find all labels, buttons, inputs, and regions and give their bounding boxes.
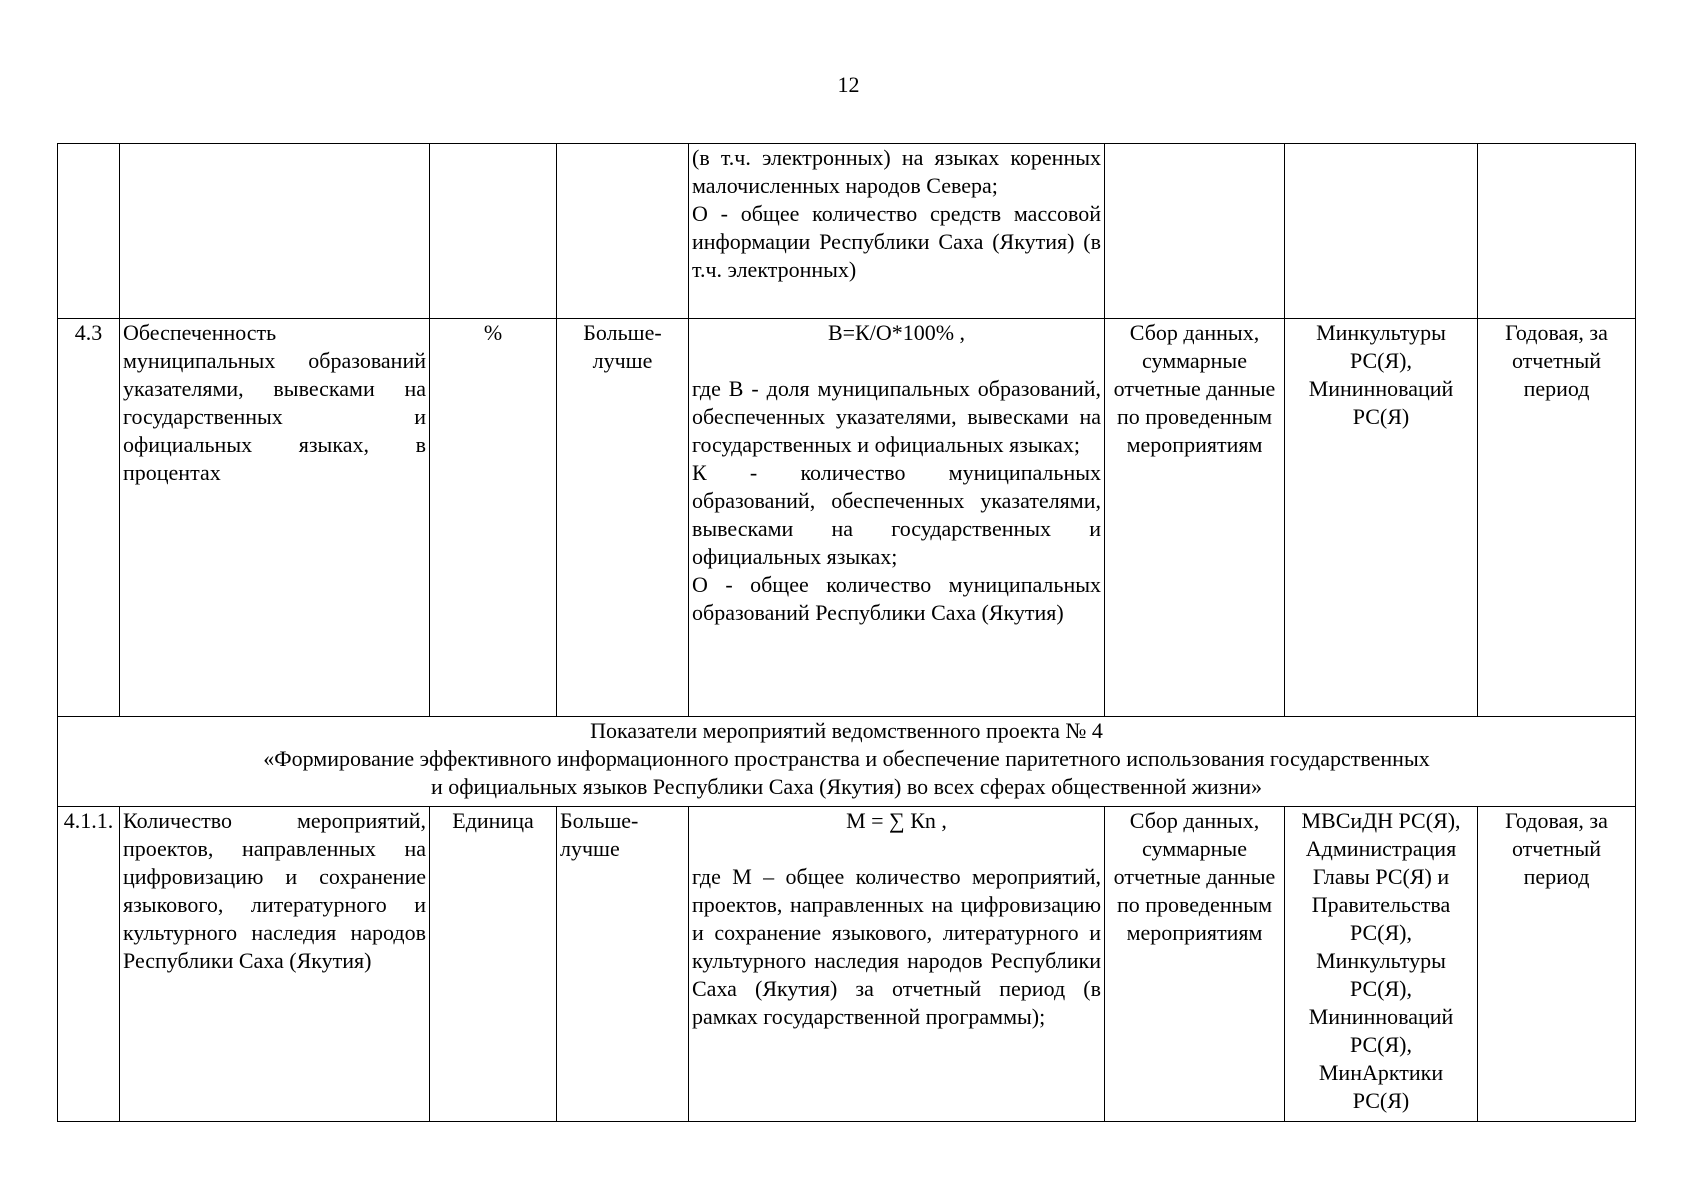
section-header-row	[58, 717, 1636, 807]
page-number: 12	[837, 72, 860, 97]
cell-formula	[689, 807, 1105, 1122]
cell-period	[1478, 144, 1636, 319]
table-row-4-3	[58, 319, 1636, 717]
cell-unit: %	[430, 319, 557, 717]
cell-name: Обеспеченность муниципальных образований указателями, вывесками на государственных и официальных языках, в процентах	[120, 319, 430, 717]
cell-direction	[557, 144, 689, 319]
cell-method: Сбор данных, суммарные отчетные данные по проведенным мероприятиям	[1105, 807, 1285, 1122]
cell-responsible: МВСиДН РС(Я), Администрация Главы РС(Я) и Правительства РС(Я), Минкультуры РС(Я), Мининноваций РС(Я), МинАрктики РС(Я)	[1285, 807, 1478, 1122]
formula-line: О - общее количество муниципальных образований Республики Саха (Якутия)	[692, 572, 1101, 625]
formula-line: К - количество муниципальных образований, обеспеченных указателями, вывесками на государственных и официальных языках;	[692, 460, 1101, 569]
cell-period: Годовая, за отчетный период	[1478, 807, 1636, 1122]
table-row-4-1-1	[58, 807, 1636, 1122]
cell-formula	[689, 144, 1105, 319]
indicators-table	[57, 143, 1636, 1122]
cell-responsible: Минкультуры РС(Я), Мининноваций РС(Я)	[1285, 319, 1478, 717]
section-header	[58, 717, 1636, 807]
cell-name	[120, 144, 430, 319]
formula-line: где В - доля муниципальных образований, обеспеченных указателями, вывесками на государственных и официальных языках;	[692, 376, 1101, 457]
cell-num: 4.3	[58, 319, 120, 717]
section-header-line: Показатели мероприятий ведомственного проекта № 4	[590, 718, 1103, 743]
cell-direction: Больше-лучше	[557, 319, 689, 717]
section-header-line: и официальных языков Республики Саха (Якутия) во всех сферах общественной жизни»	[430, 774, 1263, 799]
table-row-continuation	[58, 144, 1636, 319]
section-header-line: «Формирование эффективного информационного пространства и обеспечение паритетного использования государственных	[263, 746, 1430, 771]
formula-expression: М = ∑ Кn ,	[846, 808, 947, 833]
cell-period: Годовая, за отчетный период	[1478, 319, 1636, 717]
cell-unit: Единица	[430, 807, 557, 1122]
cell-method: Сбор данных, суммарные отчетные данные по проведенным мероприятиям	[1105, 319, 1285, 717]
cell-unit	[430, 144, 557, 319]
formula-line: (в т.ч. электронных) на языках коренных малочисленных народов Севера;	[692, 145, 1101, 198]
cell-num	[58, 144, 120, 319]
cell-method	[1105, 144, 1285, 319]
cell-formula	[689, 319, 1105, 717]
formula-line: где М – общее количество мероприятий, проектов, направленных на цифровизацию и сохранение языкового, литературного и культурного наследия народов Республики Саха (Якутия) за отчетный период (в рамках государственной программы);	[692, 864, 1101, 1029]
cell-num: 4.1.1.	[58, 807, 120, 1122]
formula-expression: В=К/О*100% ,	[827, 320, 966, 345]
cell-direction: Больше-лучше	[557, 807, 689, 1122]
cell-responsible	[1285, 144, 1478, 319]
formula-line: О - общее количество средств массовой информации Республики Саха (Якутия) (в т.ч. электронных)	[692, 201, 1101, 282]
cell-name: Количество мероприятий, проектов, направленных на цифровизацию и сохранение языкового, литературного и культурного наследия народов Республики Саха (Якутия)	[120, 807, 430, 1122]
